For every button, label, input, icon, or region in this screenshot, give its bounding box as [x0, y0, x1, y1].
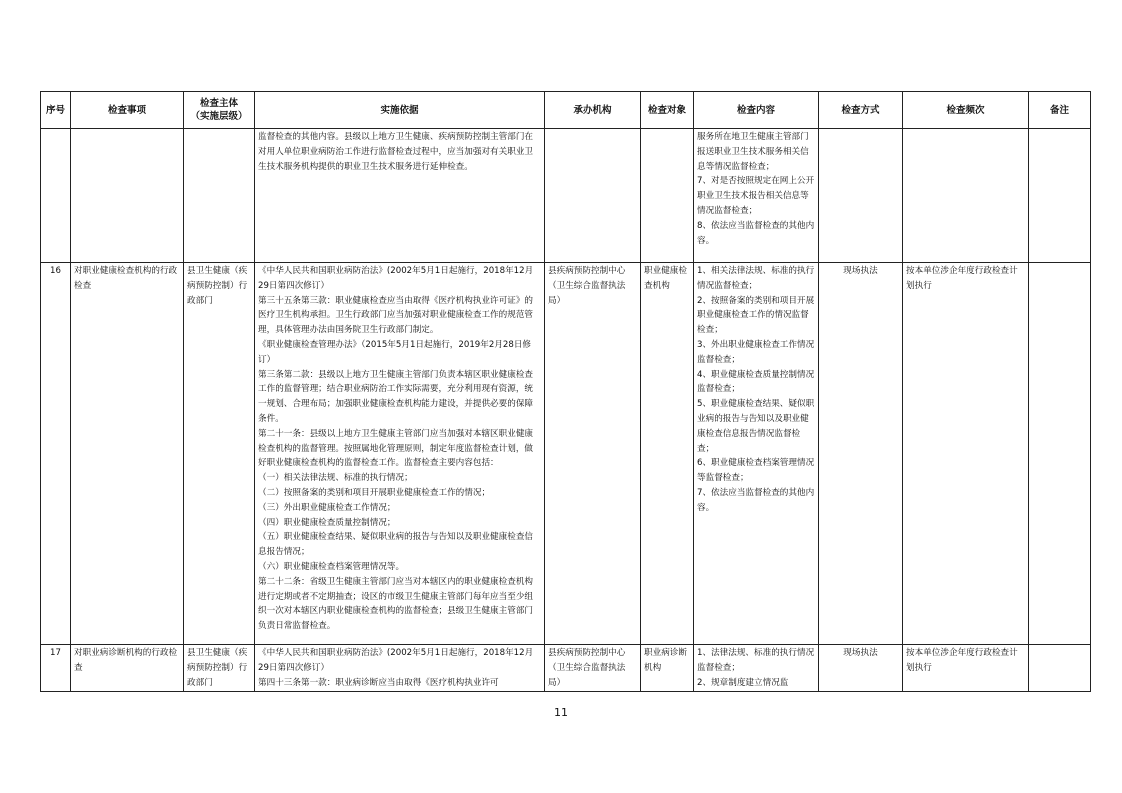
basis-paragraph: 《职业健康检查管理办法》（2015年5月1日起施行，2019年2月28日修订） — [258, 339, 532, 365]
page-number: 11 — [554, 706, 568, 719]
cell-item — [71, 129, 184, 263]
cell-basis — [255, 129, 545, 263]
cell-subject: 县卫生健康（疾病预防控制）行政部门 — [184, 263, 255, 645]
cell-no — [41, 129, 71, 263]
content-item: 2、规章制度建立情况监 — [697, 677, 789, 688]
cell-object: 职业病诊断机构 — [641, 645, 694, 692]
cell-method: 现场执法 — [819, 645, 903, 692]
basis-paragraph: 第二十一条：县级以上地方卫生健康主管部门应当加强对本辖区职业健康检查机构的监督管理。按照属地化管理原则，制定年度监督检查计划，做好职业健康检查机构的监督检查工作。监督检查主要内容包括： — [258, 428, 534, 469]
inspection-table — [40, 91, 1091, 692]
cell-frequency — [903, 129, 1029, 263]
cell-agency: 县疾病预防控制中心（卫生综合监督执法局） — [545, 263, 641, 645]
header-row — [41, 92, 1091, 129]
cell-method: 现场执法 — [819, 263, 903, 645]
content-item: 服务所在地卫生健康主管部门报送职业卫生技术服务相关信息等情况监督检查； — [697, 132, 809, 172]
basis-paragraph: 第三十五条第三款：职业健康检查应当由取得《医疗机构执业许可证》的医疗卫生机构承担。卫生行政部门应当加强对职业健康检查工作的规范管理，具体管理办法由国务院卫生行政部门制定。 — [258, 295, 534, 336]
cell-frequency: 按本单位涉企年度行政检查计划执行 — [903, 263, 1029, 645]
basis-paragraph: （四）职业健康检查质量控制情况； — [258, 517, 396, 528]
header-no: 序号 — [41, 92, 71, 129]
basis-paragraph: （五）职业健康检查结果、疑似职业病的报告与告知以及职业健康检查信息报告情况； — [258, 532, 534, 558]
cell-item: 对职业病诊断机构的行政检查 — [71, 645, 184, 692]
cell-remark — [1029, 263, 1091, 645]
content-item: 3、外出职业健康检查工作情况监督检查； — [697, 339, 815, 365]
cell-method — [819, 129, 903, 263]
cell-item: 对职业健康检查机构的行政检查 — [71, 263, 184, 645]
content-item: 7、依法应当监督检查的其他内容。 — [697, 487, 815, 513]
content-item: 6、职业健康检查档案管理情况等监督检查； — [697, 458, 815, 484]
header-subject-line2: （实施层级） — [190, 111, 248, 122]
header-frequency: 检查频次 — [903, 92, 1029, 129]
cell-remark — [1029, 645, 1091, 692]
table-row — [41, 129, 1091, 263]
cell-object — [641, 129, 694, 263]
cell-content — [694, 645, 819, 692]
cell-subject: 县卫生健康（疾病预防控制）行政部门 — [184, 645, 255, 692]
cell-basis — [255, 263, 545, 645]
cell-subject — [184, 129, 255, 263]
cell-frequency: 按本单位涉企年度行政检查计划执行 — [903, 645, 1029, 692]
header-content: 检查内容 — [694, 92, 819, 129]
content-item: 8、依法应当监督检查的其他内容。 — [697, 220, 815, 246]
header-agency: 承办机构 — [545, 92, 641, 129]
header-item: 检查事项 — [71, 92, 184, 129]
header-basis: 实施依据 — [255, 92, 545, 129]
cell-no: 17 — [41, 645, 71, 692]
basis-paragraph: （六）职业健康检查档案管理情况等。 — [258, 561, 405, 572]
cell-content — [694, 129, 819, 263]
table-row — [41, 645, 1091, 692]
table-row — [41, 263, 1091, 645]
header-subject-line1: 检查主体 — [199, 98, 238, 109]
cell-agency: 县疾病预防控制中心（卫生综合监督执法局） — [545, 645, 641, 692]
basis-paragraph: 第二十二条：省级卫生健康主管部门应当对本辖区内的职业健康检查机构进行定期或者不定期抽查；设区的市级卫生健康主管部门每年应当至少组织一次对本辖区内职业健康检查机构的监督检查；县级卫生健康主管部门负责日常监督检查。 — [258, 576, 534, 632]
basis-paragraph: 第四十三条第一款：职业病诊断应当由取得《医疗机构执业许可 — [258, 677, 499, 688]
header-method: 检查方式 — [819, 92, 903, 129]
cell-object: 职业健康检查机构 — [641, 263, 694, 645]
basis-paragraph: 监督检查的其他内容。县级以上地方卫生健康、疾病预防控制主管部门在对用人单位职业病防治工作进行监督检查过程中，应当加强对有关职业卫生技术服务机构提供的职业卫生技术服务进行延伸检查。 — [258, 132, 534, 172]
basis-paragraph: （三）外出职业健康检查工作情况； — [258, 502, 396, 513]
cell-basis — [255, 645, 545, 692]
cell-content — [694, 263, 819, 645]
content-item: 5、职业健康检查结果、疑似职业病的报告与告知以及职业健康检查信息报告情况监督检查； — [697, 399, 815, 454]
content-item: 7、对是否按照规定在网上公开职业卫生技术报告相关信息等情况监督检查； — [697, 176, 815, 216]
content-item: 4、职业健康检查质量控制情况监督检查； — [697, 369, 815, 395]
content-item: 1、相关法律法规、标准的执行情况监督检查； — [697, 266, 815, 291]
cell-agency — [545, 129, 641, 263]
header-subject — [184, 92, 255, 129]
header-remark: 备注 — [1029, 92, 1091, 129]
basis-paragraph: 第三条第二款：县级以上地方卫生健康主管部门负责本辖区职业健康检查工作的监督管理；结合职业病防治工作实际需要，充分利用现有资源，统一规划、合理布局；加强职业健康检查机构能力建设，并提供必要的保障条件。 — [258, 369, 534, 424]
cell-remark — [1029, 129, 1091, 263]
basis-paragraph: 《中华人民共和国职业病防治法》(2002年5月1日起施行，2018年12月29日第四次修订） — [258, 266, 534, 291]
content-item: 1、法律法规、标准的执行情况监督检查； — [697, 648, 815, 673]
basis-paragraph: （一）相关法律法规、标准的执行情况； — [258, 473, 413, 484]
cell-no: 16 — [41, 263, 71, 645]
content-item: 2、按照备案的类别和项目开展职业健康检查工作的情况监督检查； — [697, 295, 815, 336]
basis-paragraph: （二）按照备案的类别和项目开展职业健康检查工作的情况； — [258, 487, 491, 498]
basis-paragraph: 《中华人民共和国职业病防治法》(2002年5月1日起施行，2018年12月29日第四次修订） — [258, 648, 534, 673]
header-object: 检查对象 — [641, 92, 694, 129]
